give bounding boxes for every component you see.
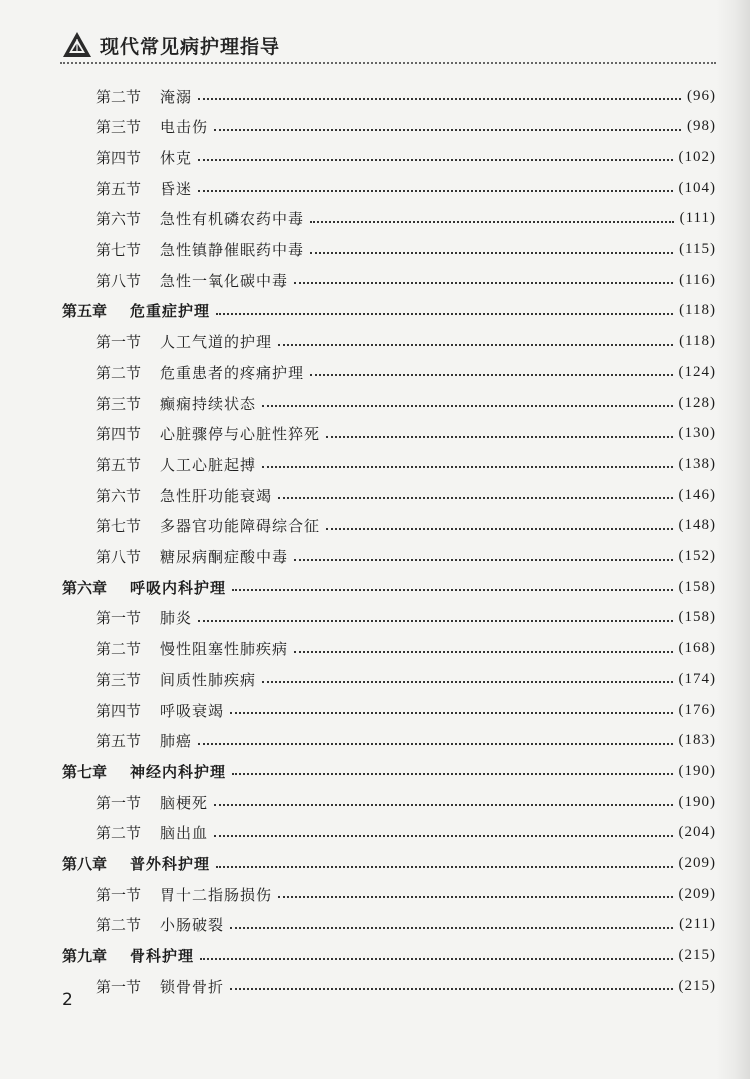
- toc-leader-dots: [198, 98, 681, 100]
- toc-entry-title: 淹溺: [160, 87, 193, 106]
- toc-section-entry: [96, 882, 716, 906]
- toc-chapter-entry: [62, 852, 716, 876]
- running-header: [60, 30, 720, 60]
- toc-entry-number: 第五节: [96, 455, 142, 474]
- toc-section-entry: [96, 667, 716, 691]
- toc-entry-number: 第八章: [62, 855, 108, 873]
- toc-entry-title: 间质性肺疾病: [160, 670, 257, 689]
- toc-entry-number: 第八节: [96, 271, 142, 290]
- toc-leader-dots: [198, 620, 672, 622]
- toc-entry-page: (118): [679, 333, 716, 350]
- toc-section-entry: [96, 606, 716, 630]
- toc-section-entry: [96, 360, 716, 384]
- triangle-logo-icon: [60, 30, 94, 60]
- toc-leader-dots: [294, 651, 672, 653]
- toc-entry-page: (190): [678, 793, 716, 810]
- toc-leader-dots: [214, 804, 672, 806]
- toc-entry-page: (98): [687, 118, 716, 135]
- toc-entry-number: 第一节: [96, 793, 142, 812]
- toc-entry-title: 急性镇静催眠药中毒: [160, 241, 305, 259]
- toc-entry-title: 急性肝功能衰竭: [160, 486, 273, 505]
- toc-leader-dots: [278, 896, 672, 898]
- toc-entry-number: 第六章: [62, 578, 108, 597]
- toc-entry-page: (174): [678, 670, 716, 687]
- toc-entry-page: (183): [678, 732, 716, 749]
- toc-section-entry: [96, 391, 716, 415]
- toc-entry-title: 呼吸内科护理: [130, 578, 227, 597]
- toc-entry-number: 第四节: [96, 425, 142, 444]
- toc-section-entry: [96, 698, 716, 722]
- toc-entry-title: 癫痫持续状态: [160, 394, 257, 413]
- toc-entry-page: (111): [679, 210, 716, 227]
- toc-section-entry: [96, 483, 716, 507]
- toc-entry-title: 人工心脏起搏: [160, 455, 257, 474]
- toc-entry-title: 危重症护理: [130, 302, 211, 321]
- toc-leader-dots: [326, 528, 672, 530]
- toc-entry-number: 第三节: [96, 670, 142, 689]
- toc-entry-number: 第三节: [96, 394, 142, 413]
- toc-leader-dots: [198, 190, 672, 192]
- toc-entry-number: 第八节: [96, 548, 142, 566]
- toc-entry-title: 骨科护理: [130, 947, 195, 966]
- toc-entry-title: 胃十二指肠损伤: [160, 885, 273, 904]
- toc-entry-number: 第一节: [96, 977, 142, 996]
- toc-entry-number: 第四节: [96, 148, 142, 167]
- toc-section-entry: [96, 514, 716, 538]
- toc-section-entry: [96, 452, 716, 476]
- toc-entry-page: (215): [678, 977, 716, 994]
- toc-entry-title: 人工气道的护理: [160, 333, 273, 352]
- toc-entry-page: (209): [678, 855, 716, 871]
- toc-leader-dots: [262, 466, 672, 468]
- header-dotted-rule: [60, 62, 716, 64]
- toc-entry-page: (102): [678, 148, 716, 165]
- toc-section-entry: [96, 637, 716, 661]
- toc-entry-page: (96): [687, 87, 716, 104]
- toc-leader-dots: [216, 313, 673, 315]
- toc-entry-page: (124): [678, 363, 716, 380]
- toc-section-entry: [96, 913, 716, 937]
- toc-entry-number: 第三节: [96, 118, 142, 137]
- toc-entry-number: 第五节: [96, 179, 142, 198]
- toc-leader-dots: [214, 129, 681, 131]
- toc-entry-title: 神经内科护理: [130, 762, 227, 781]
- toc-entry-title: 电击伤: [160, 118, 209, 137]
- toc-leader-dots: [310, 221, 674, 223]
- toc-entry-number: 第四节: [96, 701, 142, 720]
- toc-section-entry: [96, 176, 716, 200]
- toc-entry-title: 急性一氧化碳中毒: [160, 271, 289, 290]
- toc-leader-dots: [326, 436, 672, 438]
- toc-leader-dots: [230, 988, 672, 990]
- toc-entry-number: 第一节: [96, 609, 142, 628]
- toc-entry-title: 多器官功能障碍综合征: [160, 517, 321, 536]
- toc-leader-dots: [278, 497, 672, 499]
- toc-entry-number: 第一节: [96, 333, 142, 352]
- toc-leader-dots: [310, 374, 672, 376]
- toc-entry-number: 第七节: [96, 517, 142, 536]
- toc-leader-dots: [294, 282, 673, 284]
- toc-entry-title: 慢性阻塞性肺疾病: [160, 640, 289, 659]
- toc-entry-page: (138): [678, 455, 716, 472]
- toc-leader-dots: [262, 405, 672, 407]
- toc-entry-number: 第六节: [96, 486, 142, 505]
- toc-entry-page: (158): [678, 578, 716, 595]
- toc-entry-number: 第二节: [96, 824, 142, 843]
- toc-chapter-entry: [62, 299, 716, 323]
- toc-entry-page: (130): [678, 425, 716, 442]
- toc-leader-dots: [198, 159, 672, 161]
- toc-section-entry: [96, 422, 716, 446]
- toc-chapter-entry: [62, 944, 716, 968]
- toc-entry-page: (215): [678, 947, 716, 964]
- toc-entry-page: (176): [678, 701, 716, 718]
- toc-section-entry: [96, 974, 716, 998]
- toc-entry-page: (211): [679, 916, 716, 933]
- toc-entry-title: 心脏骤停与心脏性猝死: [160, 425, 321, 444]
- toc-section-entry: [96, 545, 716, 569]
- toc-entry-title: 呼吸衰竭: [160, 701, 225, 720]
- toc-leader-dots: [232, 773, 672, 775]
- toc-entry-number: 第五节: [96, 732, 142, 751]
- toc-entry-title: 昏迷: [160, 179, 193, 198]
- toc-section-entry: [96, 790, 716, 814]
- toc-leader-dots: [230, 927, 673, 929]
- toc-entry-page: (190): [678, 762, 716, 779]
- toc-section-entry: [96, 115, 716, 139]
- toc-leader-dots: [262, 681, 672, 683]
- toc-section-entry: [96, 330, 716, 354]
- toc-entry-page: (116): [679, 271, 716, 288]
- toc-entry-title: 脑出血: [160, 824, 209, 843]
- toc-entry-page: (158): [678, 609, 716, 626]
- toc-entry-number: 第一节: [96, 885, 142, 904]
- toc-entry-page: (148): [678, 517, 716, 534]
- toc-entry-page: (104): [678, 179, 716, 196]
- toc-entry-page: (168): [678, 640, 716, 657]
- toc-leader-dots: [310, 252, 673, 254]
- toc-entry-title: 脑梗死: [160, 793, 209, 812]
- page-number: 2: [62, 990, 73, 1010]
- toc-leader-dots: [214, 835, 672, 837]
- toc-entry-page: (128): [678, 394, 716, 411]
- toc-entry-title: 普外科护理: [130, 855, 211, 873]
- toc-section-entry: [96, 238, 716, 262]
- toc-entry-number: 第九章: [62, 947, 108, 966]
- toc-leader-dots: [232, 589, 672, 591]
- toc-leader-dots: [216, 866, 672, 868]
- toc-entry-title: 小肠破裂: [160, 916, 225, 935]
- toc-entry-number: 第二节: [96, 363, 142, 382]
- toc-entry-number: 第二节: [96, 87, 142, 106]
- toc-entry-page: (146): [678, 486, 716, 503]
- book-title: 现代常见病护理指导: [100, 35, 281, 58]
- toc-entry-number: 第二节: [96, 640, 142, 659]
- toc-entry-page: (209): [678, 885, 716, 902]
- toc-entry-title: 休克: [160, 148, 193, 167]
- toc-section-entry: [96, 207, 716, 231]
- toc-entry-title: 急性有机磷农药中毒: [160, 210, 305, 229]
- toc-section-entry: [96, 729, 716, 753]
- toc-entry-number: 第七章: [62, 762, 108, 781]
- page-edge-shadow: [716, 0, 750, 1079]
- toc-entry-page: (204): [678, 824, 716, 841]
- toc-leader-dots: [294, 559, 672, 561]
- toc-entry-page: (115): [679, 241, 716, 257]
- toc-entry-number: 第二节: [96, 916, 142, 935]
- toc-chapter-entry: [62, 575, 716, 599]
- toc-section-entry: [96, 821, 716, 845]
- toc-entry-number: 第六节: [96, 210, 142, 229]
- toc-section-entry: [96, 84, 716, 108]
- toc-section-entry: [96, 145, 716, 169]
- toc-leader-dots: [230, 712, 672, 714]
- toc-chapter-entry: [62, 759, 716, 783]
- toc-section-entry: [96, 268, 716, 292]
- toc-entry-title: 危重患者的疼痛护理: [160, 363, 305, 382]
- toc-entry-number: 第五章: [62, 302, 108, 321]
- toc-entry-title: 肺癌: [160, 732, 193, 751]
- toc-entry-page: (152): [678, 548, 716, 564]
- toc-entry-title: 糖尿病酮症酸中毒: [160, 548, 289, 566]
- toc-leader-dots: [198, 743, 672, 745]
- toc-entry-page: (118): [679, 302, 716, 319]
- toc-leader-dots: [278, 344, 673, 346]
- toc-entry-number: 第七节: [96, 241, 142, 259]
- toc-leader-dots: [200, 958, 672, 960]
- toc-entry-title: 锁骨骨折: [160, 977, 225, 996]
- toc-entry-title: 肺炎: [160, 609, 193, 628]
